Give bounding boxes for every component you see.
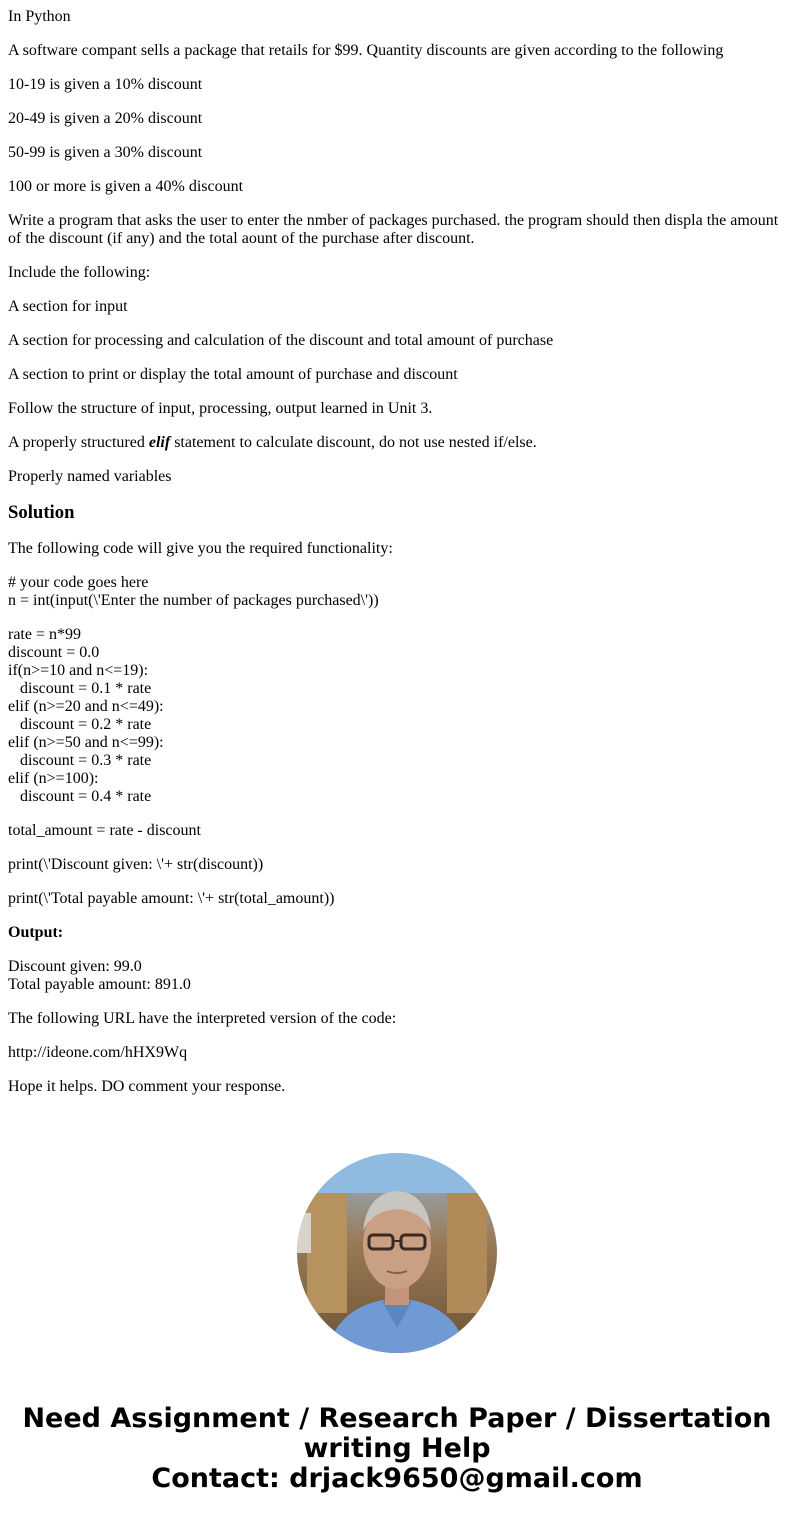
code-line: discount = 0.3 * rate <box>8 752 152 769</box>
code-line: rate = n*99 <box>8 626 81 643</box>
print-discount-line: print(\'Discount given: \'+ str(discount)) <box>8 856 264 873</box>
contact-banner <box>0 1404 794 1494</box>
code-line: discount = 0.2 * rate <box>8 716 152 733</box>
code-line: elif (n>=20 and n<=49): <box>8 698 164 715</box>
total-amount-line: total_amount = rate - discount <box>8 822 201 839</box>
output-label-text: Output: <box>8 924 64 941</box>
url-intro: The following URL have the interpreted version of the code: <box>8 1010 397 1027</box>
task-description: Write a program that asks the user to enter the nmber of packages purchased. the program should then displa the amount of the discount (if any) and the total aount of the purchase after discount. <box>8 212 779 247</box>
portrait-image <box>297 1153 497 1353</box>
output-line: Total payable amount: 891.0 <box>8 976 191 993</box>
banner-line-2: writing Help <box>303 1433 491 1464</box>
elif-suffix: statement to calculate discount, do not use nested if/else. <box>170 434 537 451</box>
output-line: Discount given: 99.0 <box>8 958 142 975</box>
banner-line-1: Need Assignment / Research Paper / Dissertation <box>22 1403 772 1434</box>
requirement-input: A section for input <box>8 298 128 315</box>
include-heading: Include the following: <box>8 264 151 281</box>
discount-tier-4: 100 or more is given a 40% discount <box>8 178 244 195</box>
requirement-processing: A section for processing and calculation of the discount and total amount of purchase <box>8 332 554 349</box>
ideone-url[interactable]: http://ideone.com/hHX9Wq <box>8 1044 188 1061</box>
code-line: n = int(input(\'Enter the number of packages purchased\')) <box>8 592 379 609</box>
discount-tier-2: 20-49 is given a 20% discount <box>8 110 203 127</box>
requirement-variables: Properly named variables <box>8 468 172 485</box>
code-block-input <box>8 574 786 610</box>
solution-heading: Solution <box>8 502 75 523</box>
requirement-output: A section to print or display the total amount of purchase and discount <box>8 366 458 383</box>
question-intro: In Python <box>8 8 71 25</box>
author-photo <box>297 1153 497 1353</box>
code-block-processing <box>8 626 786 806</box>
discount-tier-3: 50-99 is given a 30% discount <box>8 144 203 161</box>
code-line: discount = 0.1 * rate <box>8 680 152 697</box>
problem-statement: A software compant sells a package that retails for $99. Quantity discounts are given according to the following <box>8 42 724 59</box>
code-line: elif (n>=100): <box>8 770 99 787</box>
solution-lead: The following code will give you the required functionality: <box>8 540 393 557</box>
requirement-structure: Follow the structure of input, processing, output learned in Unit 3. <box>8 400 433 417</box>
banner-contact: Contact: drjack9650@gmail.com <box>151 1463 643 1494</box>
code-line: # your code goes here <box>8 574 149 591</box>
discount-tier-1: 10-19 is given a 10% discount <box>8 76 203 93</box>
code-line: if(n>=10 and n<=19): <box>8 662 149 679</box>
document-body <box>8 8 786 1112</box>
elif-prefix: A properly structured <box>8 434 149 451</box>
output-label <box>8 924 786 942</box>
code-line: elif (n>=50 and n<=99): <box>8 734 164 751</box>
elif-keyword: elif <box>148 434 171 451</box>
code-line: discount = 0.4 * rate <box>8 788 152 805</box>
requirement-elif <box>8 434 786 452</box>
print-total-line: print(\'Total payable amount: \'+ str(total_amount)) <box>8 890 335 907</box>
output-result <box>8 958 786 994</box>
code-line: discount = 0.0 <box>8 644 100 661</box>
closing-note: Hope it helps. DO comment your response. <box>8 1078 286 1095</box>
